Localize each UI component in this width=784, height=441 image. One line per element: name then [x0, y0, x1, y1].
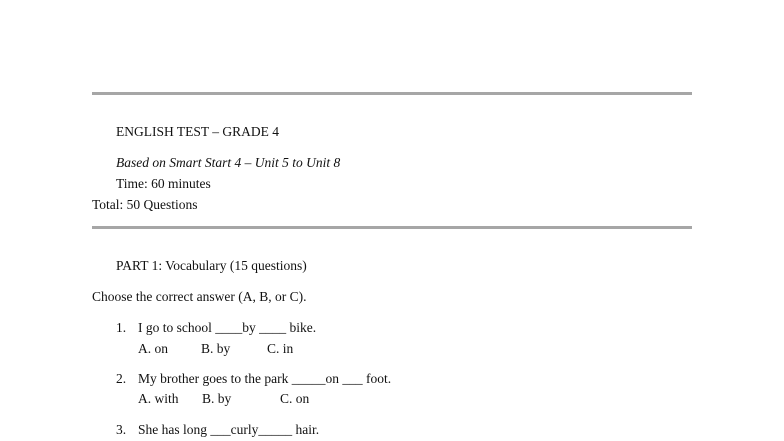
- question-text: She has long ___curly_____ hair.: [138, 422, 320, 437]
- question-number: 2.: [116, 371, 127, 386]
- bottom-divider: [92, 226, 692, 229]
- option-b: B. by: [202, 391, 232, 406]
- part-heading: PART 1: Vocabulary (15 questions): [116, 258, 307, 273]
- option-a: A. on: [138, 341, 168, 356]
- test-time: Time: 60 minutes: [116, 176, 211, 191]
- top-divider: [92, 92, 692, 95]
- test-title: ENGLISH TEST – GRADE 4: [116, 124, 280, 139]
- test-total: Total: 50 Questions: [92, 197, 198, 212]
- question-number: 1.: [116, 320, 127, 335]
- option-c: C. on: [280, 391, 310, 406]
- question-options: [138, 341, 293, 357]
- part-instruction: Choose the correct answer (A, B, or C).: [92, 289, 307, 304]
- option-a: A. with: [138, 391, 179, 406]
- test-subtitle: Based on Smart Start 4 – Unit 5 to Unit 8: [116, 155, 341, 170]
- question-number: 3.: [116, 422, 127, 437]
- option-c: C. in: [267, 341, 294, 356]
- question-options: [138, 391, 309, 407]
- question-text: My brother goes to the park _____on ___ foot.: [138, 371, 392, 386]
- option-b: B. by: [201, 341, 231, 356]
- question-text: I go to school ____by ____ bike.: [138, 320, 317, 335]
